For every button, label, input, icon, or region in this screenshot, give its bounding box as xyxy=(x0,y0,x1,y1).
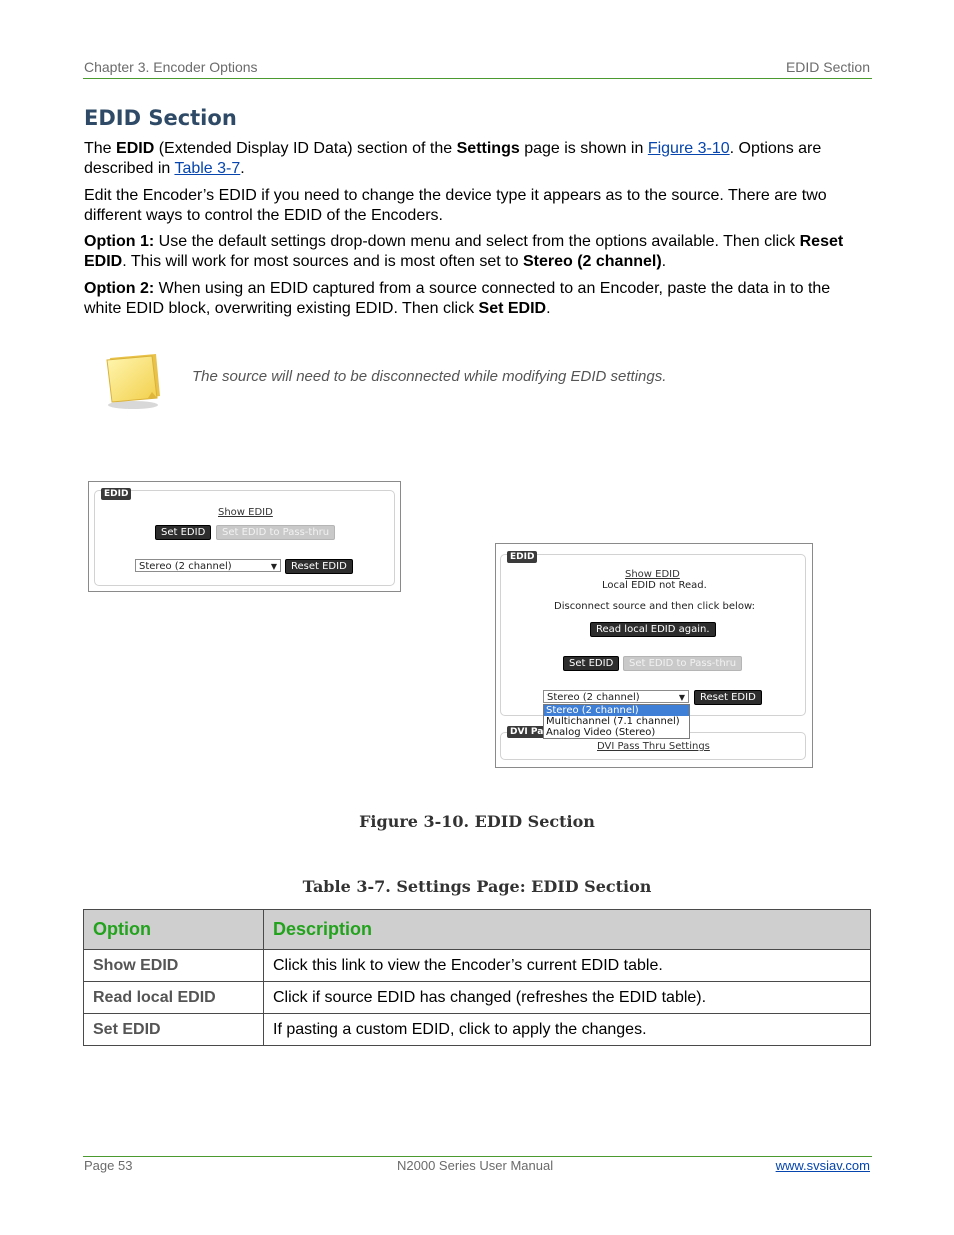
chevron-down-icon: ▼ xyxy=(270,562,277,571)
description-cell: Click this link to view the Encoder’s current EDID table. xyxy=(264,950,871,982)
select-value: Stereo (2 channel) xyxy=(547,692,640,703)
chevron-down-icon: ▼ xyxy=(678,693,685,702)
edid-preset-dropdown[interactable] xyxy=(543,704,690,739)
show-edid-link[interactable]: Show EDID xyxy=(218,507,273,518)
set-edid-button[interactable]: Set EDID xyxy=(155,525,211,540)
option-cell: Read local EDID xyxy=(84,982,264,1014)
local-edid-status: Local EDID not Read. xyxy=(602,580,707,591)
text: page is shown in xyxy=(519,140,648,157)
bold-text: Option 1: xyxy=(84,233,155,250)
read-local-edid-button[interactable]: Read local EDID again. xyxy=(590,622,716,637)
text: Use the default settings drop-down menu and select from the options available. Then click xyxy=(154,233,800,250)
edid-preset-select[interactable] xyxy=(543,690,689,703)
dropdown-option[interactable]: Analog Video (Stereo) xyxy=(546,727,656,738)
table-row xyxy=(84,1014,871,1046)
text: . xyxy=(661,252,667,270)
table-row xyxy=(84,982,871,1014)
description-cell: If pasting a custom EDID, click to apply the changes. xyxy=(264,1014,871,1046)
bold-text: Option 2: xyxy=(84,280,155,297)
figure-link[interactable]: Figure 3-10 xyxy=(647,140,730,157)
edid-screenshot-1 xyxy=(88,481,401,592)
bold-text: Reset EDID xyxy=(84,233,844,270)
bold-text: EDID xyxy=(116,140,155,157)
dropdown-option[interactable]: Multichannel (7.1 channel) xyxy=(546,716,680,727)
bold-text: Stereo (2 channel) xyxy=(522,252,662,270)
dvi-tag: DVI Pa xyxy=(507,726,546,738)
footer-rule xyxy=(83,1156,872,1157)
table-caption: Table 3-7. Settings Page: EDID Section xyxy=(302,877,652,896)
disconnect-instruction: Disconnect source and then click below: xyxy=(554,601,755,612)
option-cell: Set EDID xyxy=(84,1014,264,1046)
footer-website-link[interactable]: www.svsiav.com xyxy=(775,1158,870,1173)
paragraph-edit: Edit the Encoder’s EDID if you need to change the device type it appears as to the source. There are two different ways to control the EDID of the Encoders. xyxy=(84,187,827,224)
section-heading: EDID Section xyxy=(84,106,237,130)
reset-edid-button[interactable]: Reset EDID xyxy=(694,690,762,705)
header-chapter: Chapter 3. Encoder Options xyxy=(84,59,258,75)
table-link[interactable]: Table 3-7 xyxy=(174,159,241,177)
text: . xyxy=(240,159,245,177)
paragraph-option1 xyxy=(84,232,870,271)
edid-tag: EDID xyxy=(507,551,537,563)
edid-preset-select[interactable] xyxy=(135,559,281,572)
text: . xyxy=(546,299,551,317)
options-table xyxy=(83,909,871,1046)
description-cell: Click if source EDID has changed (refreshes the EDID table). xyxy=(264,982,871,1014)
footer-manual-title: N2000 Series User Manual xyxy=(397,1158,554,1173)
set-edid-pass-thru-button[interactable]: Set EDID to Pass-thru xyxy=(216,525,335,540)
set-edid-pass-thru-button[interactable]: Set EDID to Pass-thru xyxy=(623,656,742,671)
text: . This will work for most sources and is most often set to xyxy=(122,252,523,270)
footer-page-number: Page 53 xyxy=(84,1158,133,1173)
set-edid-button[interactable]: Set EDID xyxy=(563,656,619,671)
edid-screenshot-2 xyxy=(495,543,813,768)
reset-edid-button[interactable]: Reset EDID xyxy=(285,559,353,574)
show-edid-link[interactable]: Show EDID xyxy=(625,569,680,580)
dropdown-option[interactable]: Stereo (2 channel) xyxy=(544,705,689,716)
option-cell: Show EDID xyxy=(84,950,264,982)
table-row xyxy=(84,950,871,982)
note-text: The source will need to be disconnected while modifying EDID settings. xyxy=(192,368,667,385)
text: The xyxy=(84,140,117,157)
select-value: Stereo (2 channel) xyxy=(139,561,232,572)
dvi-pass-thru-settings-link[interactable]: DVI Pass Thru Settings xyxy=(597,741,710,752)
column-header: Description xyxy=(264,910,871,950)
figure-caption: Figure 3-10. EDID Section xyxy=(359,812,595,831)
text: . Options are described in xyxy=(84,140,822,177)
paragraph-intro xyxy=(84,139,870,178)
sticky-note-icon xyxy=(102,352,164,412)
text: (Extended Display ID Data) section of the xyxy=(154,140,457,157)
bold-text: Set EDID xyxy=(478,299,547,317)
header-rule xyxy=(83,78,872,79)
column-header: Option xyxy=(84,910,264,950)
edid-tag: EDID xyxy=(101,488,131,500)
text: When using an EDID captured from a source connected to an Encoder, paste the data in to the white EDID block, overwriting existing EDID. Then click xyxy=(84,280,831,317)
table-header-row xyxy=(84,910,871,950)
header-section: EDID Section xyxy=(785,59,870,75)
paragraph-option2 xyxy=(84,279,870,318)
bold-text: Settings xyxy=(456,140,520,157)
